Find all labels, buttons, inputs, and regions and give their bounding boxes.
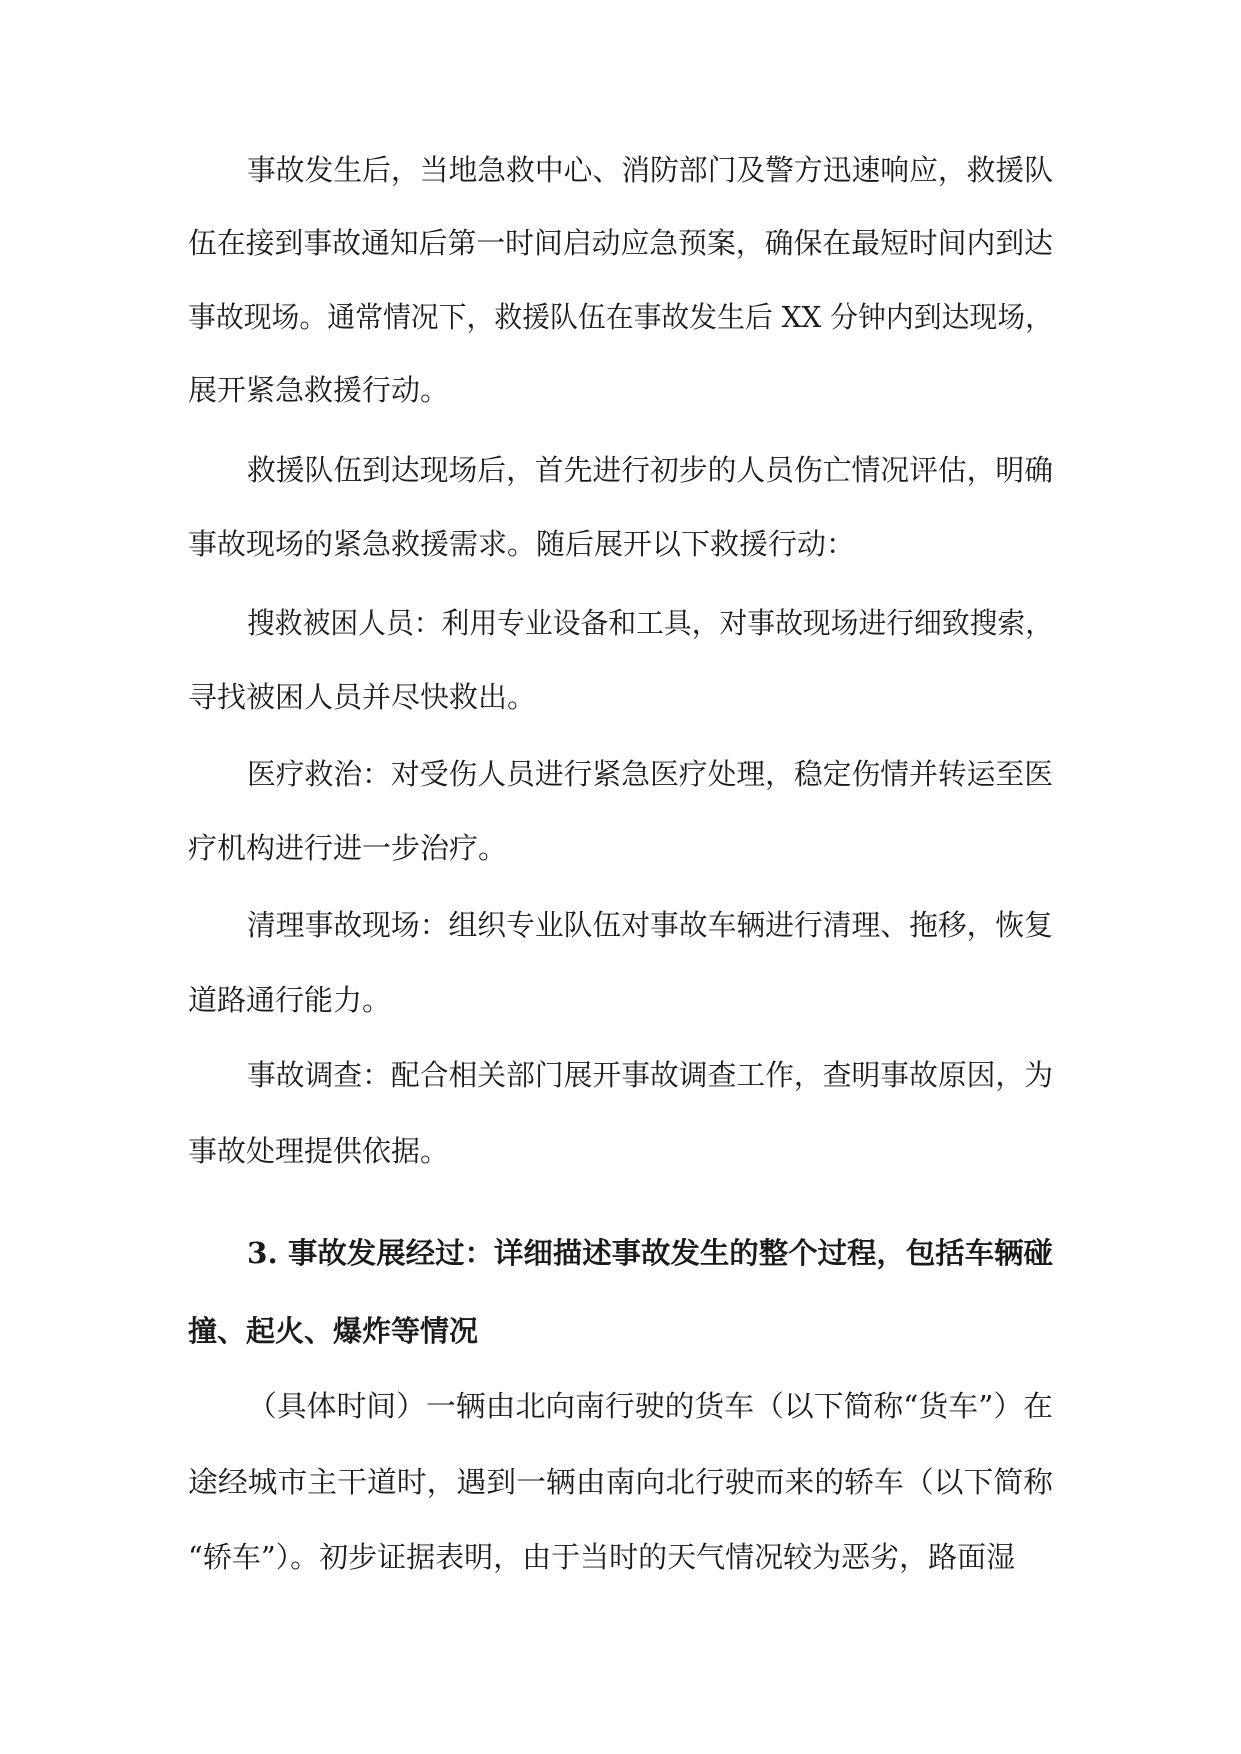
paragraph-medical-line-1: 医疗救治：对受伤人员进行紧急医疗处理，稳定伤情并转运至医 [247,757,1054,791]
paragraph-search-rescue-line-1: 搜救被困人员：利用专业设备和工具，对事故现场进行细致搜索， [247,606,1054,640]
paragraph-process-line-2: 途经城市主干道时，遇到一辆由南向北行驶而来的轿车（以下简称 [188,1465,1053,1499]
paragraph-response-line-4: 展开紧急救援行动。 [188,373,450,407]
paragraph-investigation-line-1: 事故调查：配合相关部门展开事故调查工作，查明事故原因，为 [247,1058,1054,1092]
paragraph-response-line-2: 伍在接到事故通知后第一时间启动应急预案，确保在最短时间内到达 [188,226,1053,260]
section-3-heading-line-1: 3. 事故发展经过：详细描述事故发生的整个过程，包括车辆碰 [247,1236,1053,1270]
paragraph-medical-line-2: 疗机构进行进一步治疗。 [188,831,508,865]
paragraph-investigation-line-2: 事故处理提供依据。 [188,1134,450,1168]
paragraph-response-line-3: 事故现场。通常情况下，救援队伍在事故发生后 XX 分钟内到达现场， [188,300,1053,334]
section-3-heading-line-2: 撞、起火、爆炸等情况 [188,1314,479,1348]
paragraph-cleanup-line-2: 道路通行能力。 [188,983,392,1017]
paragraph-assessment-line-2: 事故现场的紧急救援需求。随后展开以下救援行动： [188,527,856,561]
paragraph-process-line-3: “轿车”）。初步证据表明，由于当时的天气情况较为恶劣，路面湿 [188,1540,1016,1574]
paragraph-process-line-1: （具体时间）一辆由北向南行驶的货车（以下简称“货车”）在 [247,1389,1053,1423]
paragraph-search-rescue-line-2: 寻找被困人员并尽快救出。 [188,680,537,714]
paragraph-response-line-1: 事故发生后，当地急救中心、消防部门及警方迅速响应，救援队 [247,153,1054,187]
paragraph-cleanup-line-1: 清理事故现场：组织专业队伍对事故车辆进行清理、拖移，恢复 [247,908,1054,942]
paragraph-assessment-line-1: 救援队伍到达现场后，首先进行初步的人员伤亡情况评估，明确 [247,453,1054,487]
